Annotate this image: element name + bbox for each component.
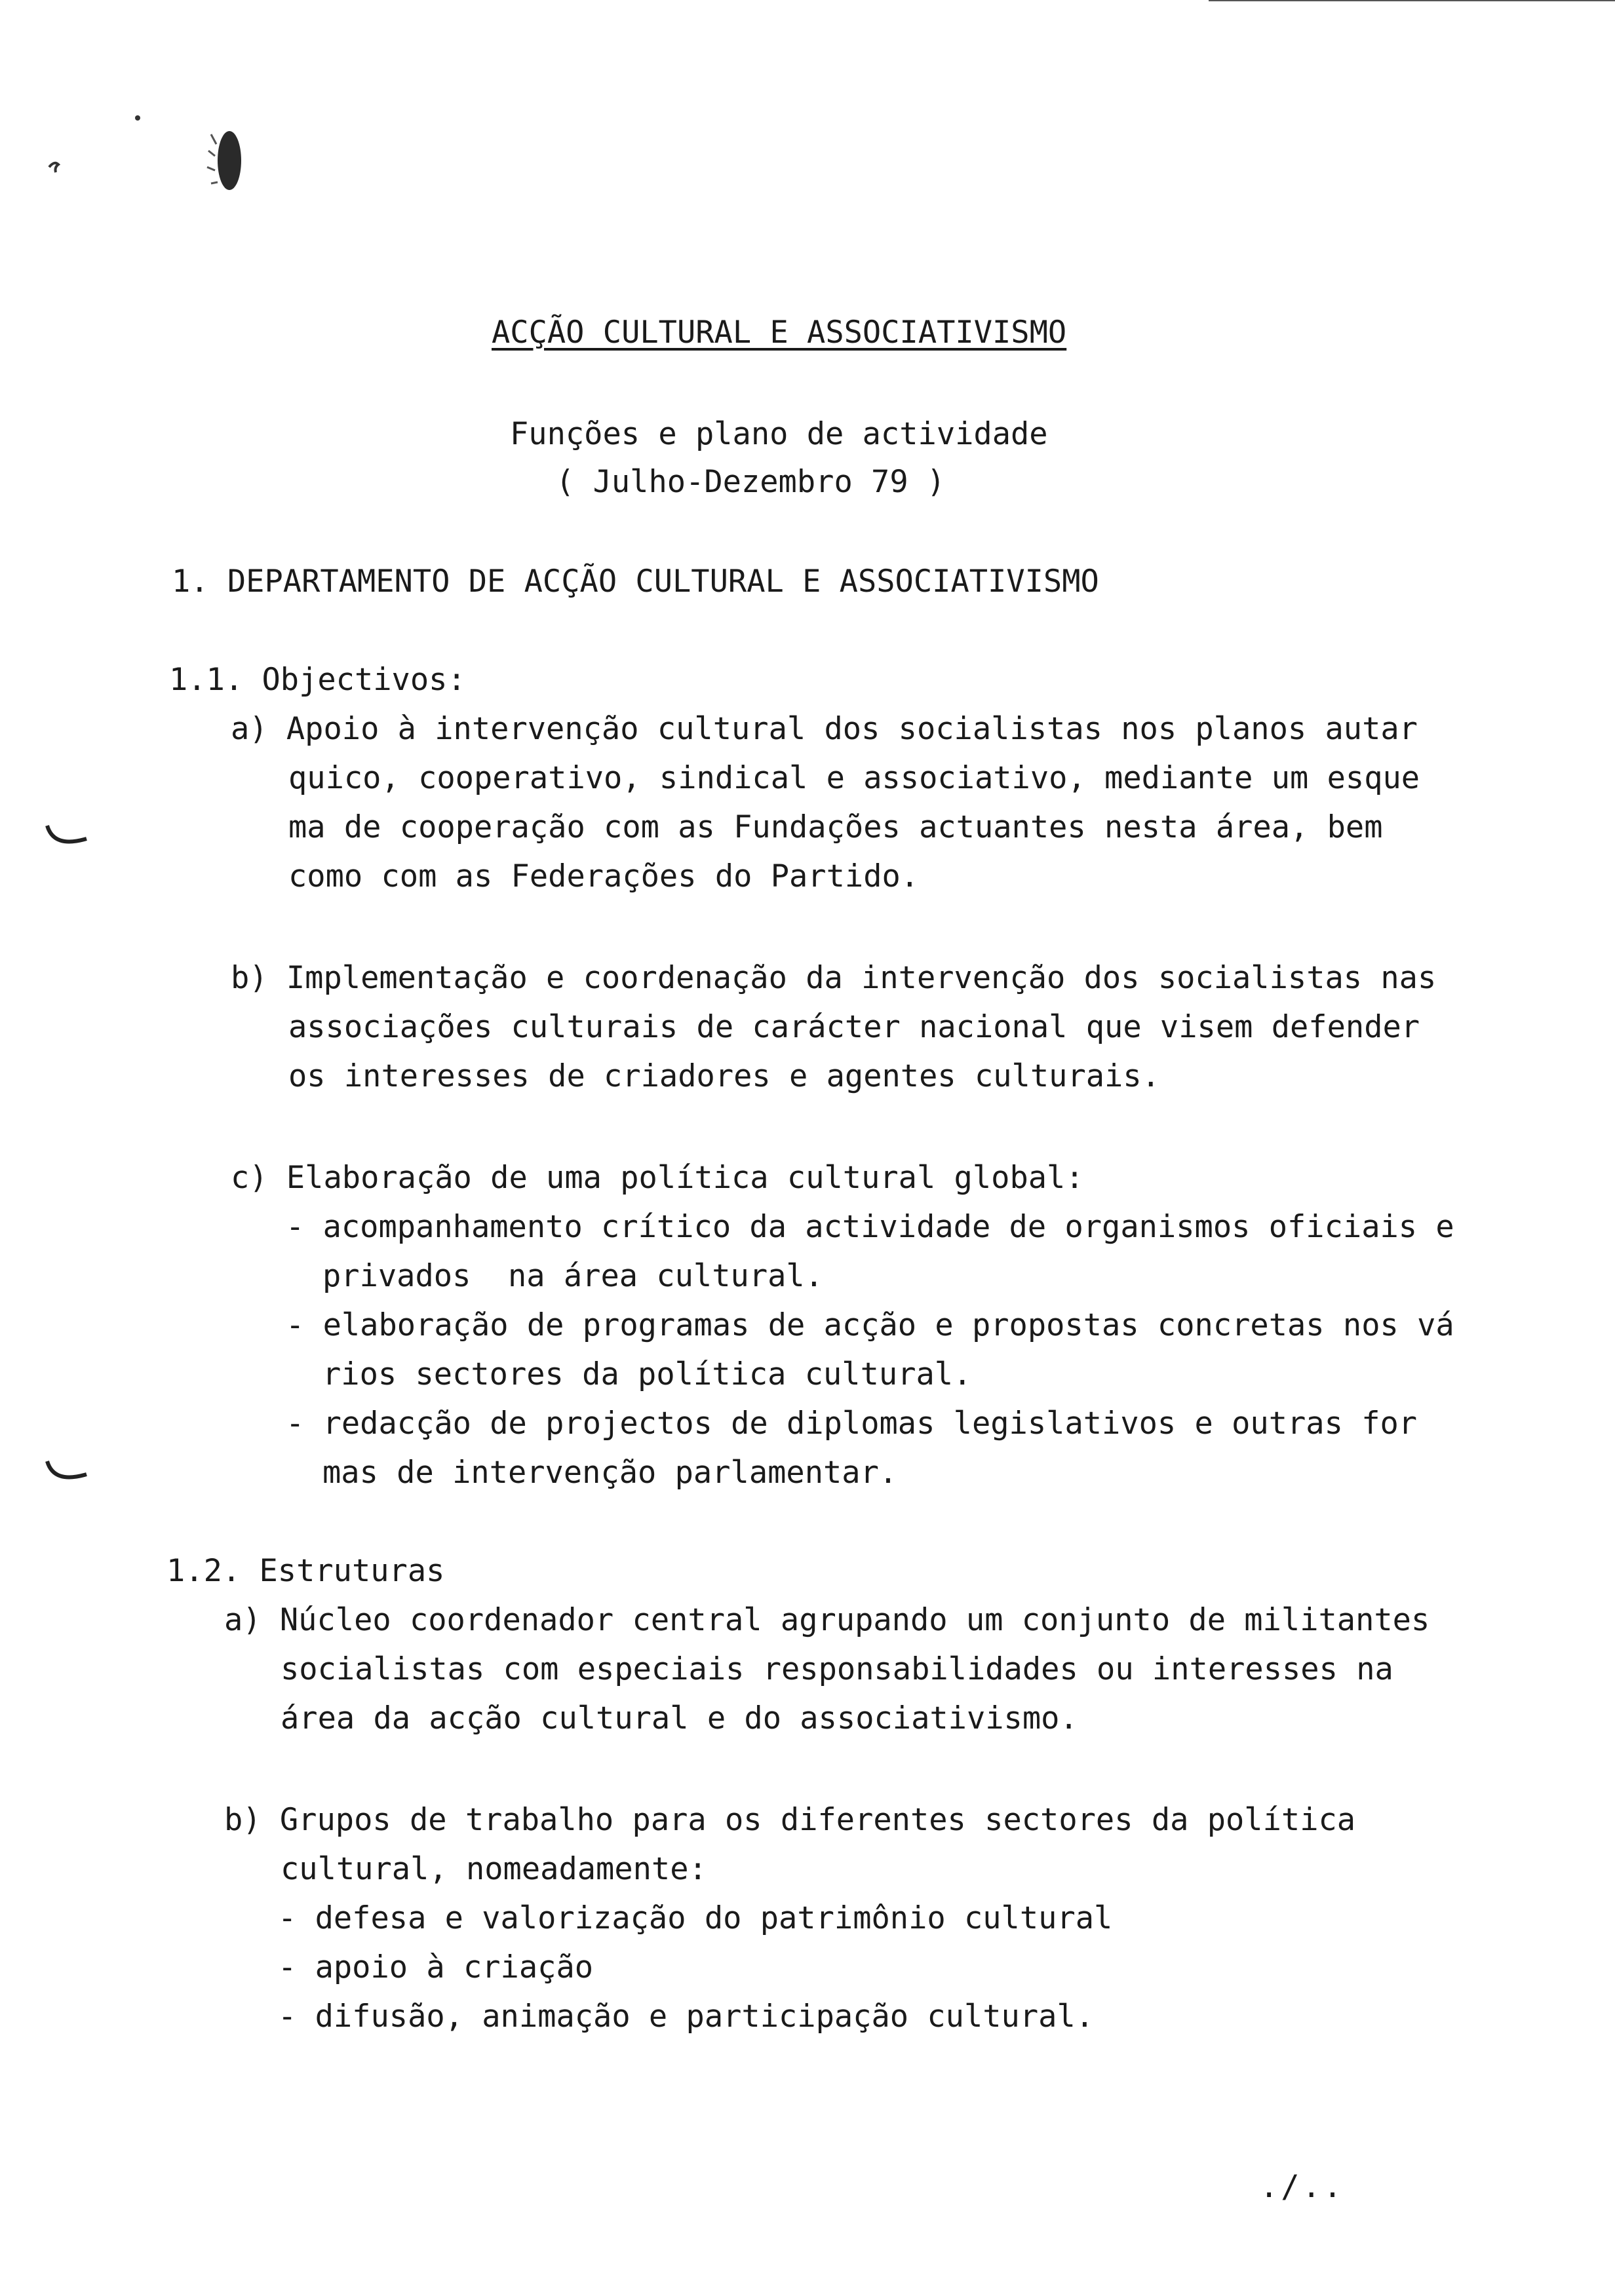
objective-c-line: c) Elaboração de uma política cultural global: xyxy=(231,1160,1084,1196)
objective-c-bullet-cont: mas de intervenção parlamentar. xyxy=(322,1455,898,1491)
subsection-objectivos-heading: 1.1. Objectivos: xyxy=(169,662,466,698)
structure-a-line: socialistas com especiais responsabilidades ou interesses na xyxy=(281,1651,1393,1687)
structure-b-line: cultural, nomeadamente: xyxy=(281,1851,707,1887)
document-subtitle: Funções e plano de actividade xyxy=(510,416,1048,452)
objective-a-line: a) Apoio à intervenção cultural dos socialistas nos planos autar xyxy=(231,711,1418,747)
objective-c-bullet-cont: privados na área cultural. xyxy=(322,1258,824,1294)
structure-b-bullet: - defesa e valorização do patrimônio cultural xyxy=(278,1900,1113,1936)
page-continuation-marker: ./.. xyxy=(1260,2169,1345,2205)
document-title: ACÇÃO CULTURAL E ASSOCIATIVISMO xyxy=(492,315,1067,351)
structure-a-line: área da acção cultural e do associativismo. xyxy=(281,1700,1078,1736)
stamp-blot-mark xyxy=(39,105,288,223)
objective-c-bullet: - acompanhamento crítico da actividade de organismos oficiais e xyxy=(286,1209,1454,1245)
objective-a-line: como com as Federações do Partido. xyxy=(288,858,920,894)
objective-c-bullet: - redacção de projectos de diplomas legislativos e outras for xyxy=(286,1406,1418,1442)
objective-a-line: ma de cooperação com as Fundações actuantes nesta área, bem xyxy=(288,809,1383,845)
punch-hole-mark-lower xyxy=(41,1455,93,1501)
objective-b-line: associações culturais de carácter nacional que visem defender xyxy=(288,1009,1420,1045)
objective-a-line: quico, cooperativo, sindical e associativo, mediante um esque xyxy=(288,760,1420,796)
document-period: ( Julho-Dezembro 79 ) xyxy=(556,464,946,500)
objective-b-line: b) Implementação e coordenação da intervenção dos socialistas nas xyxy=(231,960,1437,996)
structure-a-line: a) Núcleo coordenador central agrupando um conjunto de militantes xyxy=(224,1602,1430,1638)
objective-c-bullet: - elaboração de programas de acção e propostas concretas nos vá xyxy=(286,1307,1454,1343)
top-edge-rule xyxy=(1209,0,1615,1)
structure-b-line: b) Grupos de trabalho para os diferentes sectores da política xyxy=(224,1802,1356,1838)
punch-hole-mark-upper xyxy=(41,819,93,865)
structure-b-bullet: - apoio à criação xyxy=(278,1949,594,1985)
section-1-heading: 1. DEPARTAMENTO DE ACÇÃO CULTURAL E ASSOCIATIVISMO xyxy=(172,564,1099,600)
structure-b-bullet: - difusão, animação e participação cultural. xyxy=(278,1999,1095,2035)
objective-c-bullet-cont: rios sectores da política cultural. xyxy=(322,1356,972,1392)
subsection-estruturas-heading: 1.2. Estruturas xyxy=(166,1553,445,1589)
objective-b-line: os interesses de criadores e agentes culturais. xyxy=(288,1058,1160,1094)
